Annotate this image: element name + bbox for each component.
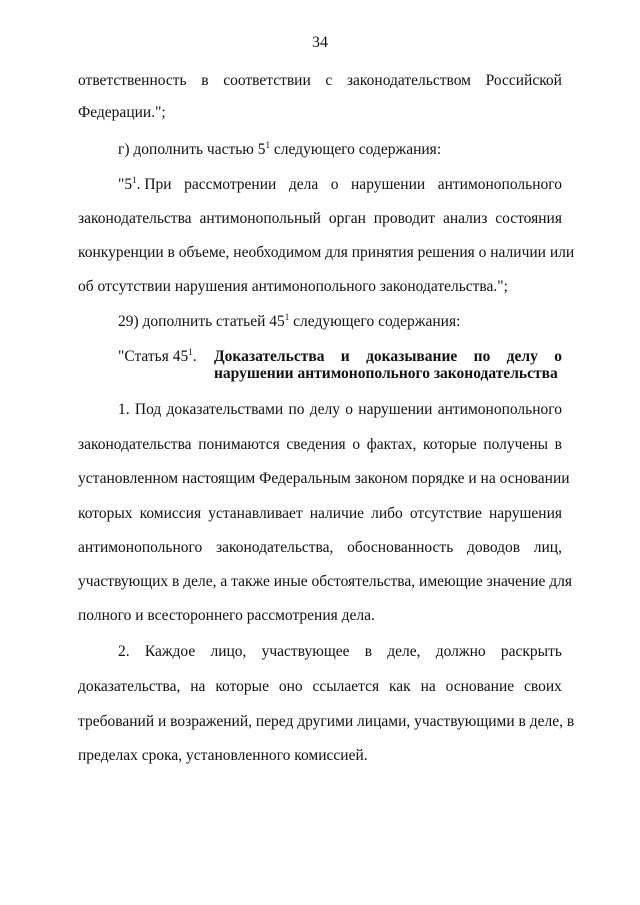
word: ссылается <box>312 678 380 695</box>
s2-line-1 <box>118 643 562 661</box>
p2-text: г) дополнить частью 5 <box>118 141 266 158</box>
word: лицо, <box>210 643 247 660</box>
s1-line-1: 1. Под доказательствами по делу о нарушении антимонопольного <box>118 401 562 418</box>
word: которых <box>78 505 133 522</box>
s1-line-7: полного и всестороннего рассмотрения дела. <box>78 607 375 624</box>
p2-line <box>118 141 441 159</box>
word: антимонопольного <box>78 539 203 556</box>
word: анализ <box>442 210 488 227</box>
word: либо <box>371 505 403 522</box>
word: которые <box>215 678 269 695</box>
word: доказывание <box>366 348 458 365</box>
article-title-line-1 <box>214 348 562 366</box>
word: законодательства <box>78 210 192 227</box>
word: устанавливает <box>208 505 303 522</box>
article-label: "Статья $45^1$. <box>118 347 197 365</box>
word: с <box>325 72 333 89</box>
s1-line-4 <box>78 505 562 523</box>
word: оно <box>278 678 303 695</box>
word: законодательства, <box>215 539 334 556</box>
s1-line-3: установленном настоящим Федеральным законом порядке и на основании <box>78 470 570 487</box>
word: комиссия <box>139 505 202 522</box>
word: и <box>340 348 350 365</box>
word: сведения <box>286 436 346 453</box>
word: по <box>473 348 491 365</box>
word: как <box>388 678 411 695</box>
s2-line-3: требований и возражений, перед другими лицами, участвующими в деле, в <box>78 713 575 730</box>
word: деле, <box>387 643 421 660</box>
p1-line-1 <box>78 72 562 90</box>
p2-tail: следующего содержания: <box>270 141 442 158</box>
s2-line-4: пределах срока, установленного комиссией. <box>78 747 368 764</box>
p3-first-word: "$5^1$. При <box>118 175 172 193</box>
word: 2. <box>118 643 130 660</box>
word: делу <box>506 348 538 365</box>
page-number: 34 <box>312 34 328 51</box>
word: фактах, <box>366 436 417 453</box>
word: на <box>190 678 206 695</box>
word: проводит <box>373 210 436 227</box>
word: законодательством <box>346 72 471 89</box>
p2-superscript: 1 <box>265 140 271 150</box>
p3-line-2 <box>78 210 562 228</box>
word: антимонопольный <box>199 210 321 227</box>
p1-line-2: Федерации."; <box>78 104 166 121</box>
s1-line-2 <box>78 436 562 454</box>
p3-line-4: об отсутствии нарушения антимонопольного законодательства."; <box>78 278 508 295</box>
word: в <box>201 72 209 89</box>
p3-line-1: "$5^1$. При рассмотрении дела о нарушении антимонопольного <box>118 175 562 193</box>
word: обоснованность <box>347 539 454 556</box>
word: отсутствие <box>409 505 482 522</box>
word: орган <box>328 210 366 227</box>
word: Российской <box>485 72 562 89</box>
s1-line-5 <box>78 539 562 557</box>
word: лиц, <box>533 539 562 556</box>
word: основание <box>445 678 515 695</box>
word: получены <box>483 436 549 453</box>
s2-line-2 <box>78 678 562 696</box>
word: законодательства <box>78 436 192 453</box>
word: доводов <box>466 539 521 556</box>
word: участвующее <box>261 643 350 660</box>
p4-line: 29) дополнить статьей $45^1$ следующего содержания: <box>118 312 461 330</box>
word: в <box>364 643 373 660</box>
word: доказательства, <box>78 678 181 695</box>
word: раскрыть <box>500 643 562 660</box>
word: состояния <box>495 210 562 227</box>
word: ответственность <box>78 72 187 89</box>
p3-line-3: конкуренции в объеме, необходимом для принятия решения о наличии или <box>78 244 575 261</box>
word: нарушения <box>488 505 562 522</box>
word: Каждое <box>144 643 196 660</box>
word: в <box>554 436 562 453</box>
word: наличие <box>309 505 365 522</box>
word: которые <box>423 436 477 453</box>
word: на <box>420 678 436 695</box>
article-title-line-2: нарушении антимонопольного законодательства <box>214 365 558 382</box>
word: понимаются <box>198 436 280 453</box>
word: своих <box>524 678 562 695</box>
word: должно <box>435 643 486 660</box>
word: о <box>554 348 562 365</box>
s1-line-6: участвующих в деле, а также иные обстоятельства, имеющие значение для <box>78 573 573 590</box>
word: Доказательства <box>214 348 325 365</box>
word: о <box>352 436 361 453</box>
word: соответствии <box>223 72 311 89</box>
